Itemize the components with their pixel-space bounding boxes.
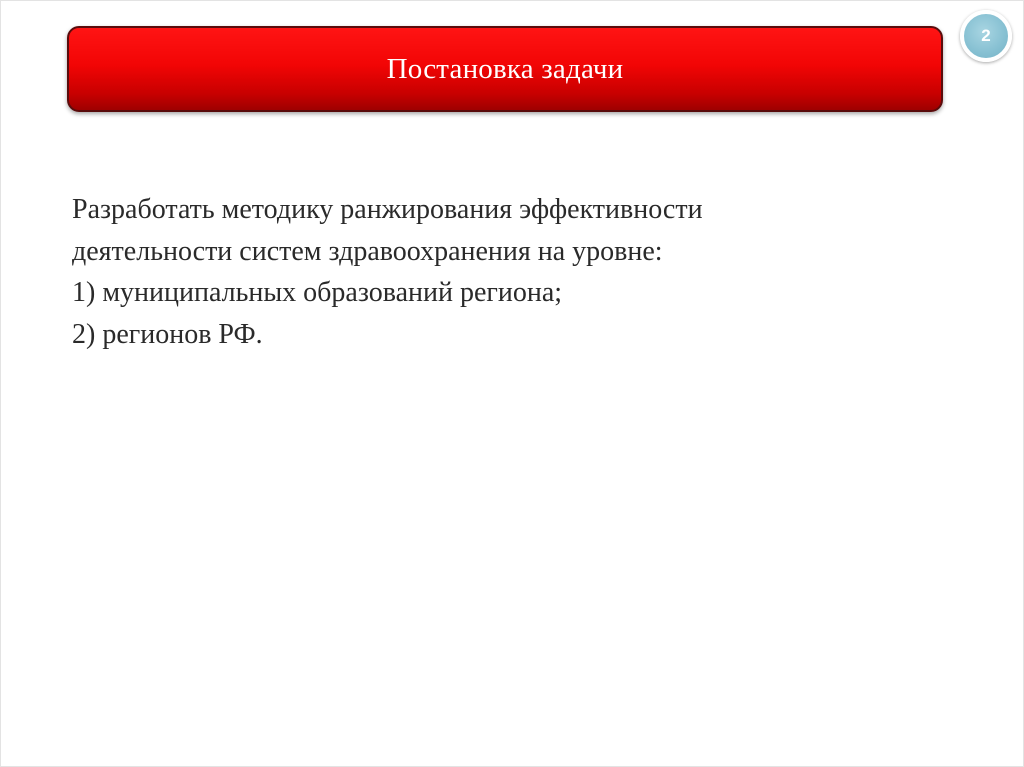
page-number-badge <box>960 10 1012 62</box>
list-item: 2) регионов РФ. <box>72 318 263 350</box>
intro-line: Разработать методику ранжирования эффективности <box>72 194 703 225</box>
list-item: 1) муниципальных образований региона; <box>72 277 563 308</box>
page-number: 2 <box>981 26 991 45</box>
slide-title: Постановка задачи <box>386 52 624 85</box>
intro-line: деятельности систем здравоохранения на уровне: <box>72 235 663 267</box>
title-banner <box>67 26 943 112</box>
slide-body <box>72 189 932 355</box>
